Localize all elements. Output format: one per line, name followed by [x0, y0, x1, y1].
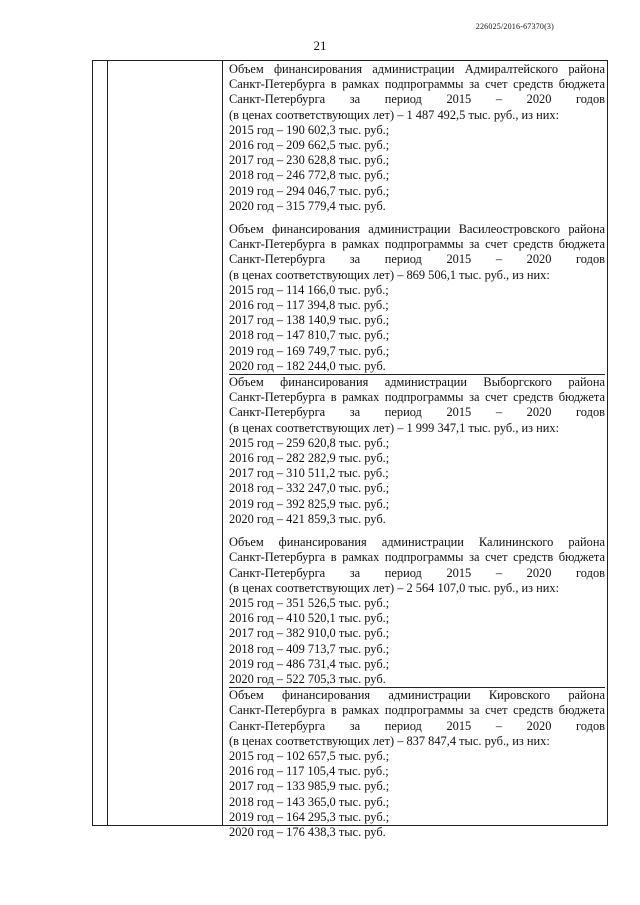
year-row: 2018 год – 147 810,7 тыс. руб.;	[229, 328, 390, 343]
paragraph-line: Санкт-Петербурга за период 2015 – 2020 годов	[229, 92, 605, 107]
year-row: 2016 год – 410 520,1 тыс. руб.;	[229, 611, 390, 626]
year-row: 2016 год – 117 105,4 тыс. руб.;	[229, 764, 389, 779]
funding-cell	[229, 62, 605, 840]
year-row: 2015 год – 102 657,5 тыс. руб.;	[229, 748, 390, 763]
year-row: 2018 год – 409 713,7 тыс. руб.;	[229, 641, 390, 656]
year-row: 2018 год – 143 365,0 тыс. руб.;	[229, 794, 390, 809]
year-row: 2020 год – 522 705,3 тыс. руб.	[229, 671, 386, 686]
year-row: 2017 год – 230 628,8 тыс. руб.;	[229, 153, 390, 168]
year-row: 2018 год – 246 772,8 тыс. руб.;	[229, 168, 390, 183]
year-row: 2015 год – 190 602,3 тыс. руб.;	[229, 122, 390, 137]
year-row: 2016 год – 282 282,9 тыс. руб.;	[229, 451, 390, 466]
year-row: 2016 год – 209 662,5 тыс. руб.;	[229, 138, 390, 153]
funding-table	[92, 60, 608, 839]
year-row: 2018 год – 332 247,0 тыс. руб.;	[229, 481, 390, 496]
paragraph-line: Санкт-Петербурга в рамках подпрограммы за счет средств бюджета	[229, 703, 605, 718]
paragraph-line: Санкт-Петербурга за период 2015 – 2020 годов	[229, 405, 605, 420]
document-id: 226025/2016-67370(3)	[475, 22, 554, 31]
year-row: 2017 год – 310 511,2 тыс. руб.;	[229, 466, 389, 481]
year-row: 2020 год – 315 779,4 тыс. руб.	[229, 198, 386, 213]
year-row: 2016 год – 117 394,8 тыс. руб.;	[229, 298, 389, 313]
paragraph-total: (в ценах соответствующих лет) – 869 506,1 тыс. руб., из них:	[229, 267, 550, 282]
paragraph-line: Санкт-Петербурга в рамках подпрограммы за счет средств бюджета	[229, 77, 605, 92]
page-number: 21	[313, 38, 327, 53]
year-row: 2020 год – 182 244,0 тыс. руб.	[229, 358, 386, 373]
district-block-admiralteysky	[229, 62, 605, 222]
year-row: 2017 год – 382 910,0 тыс. руб.;	[229, 626, 390, 641]
paragraph-line: Объем финансирования администрации Выборгского района	[229, 375, 605, 390]
year-row: 2015 год – 259 620,8 тыс. руб.;	[229, 435, 390, 450]
year-row: 2017 год – 138 140,9 тыс. руб.;	[229, 313, 390, 328]
district-block-vyborgsky	[229, 374, 605, 535]
paragraph-total: (в ценах соответствующих лет) – 2 564 107,0 тыс. руб., из них:	[229, 580, 560, 595]
column-divider-1	[107, 61, 108, 825]
year-row: 2019 год – 169 749,7 тыс. руб.;	[229, 343, 390, 358]
year-row: 2015 год – 114 166,0 тыс. руб.;	[229, 282, 389, 297]
year-row: 2019 год – 294 046,7 тыс. руб.;	[229, 183, 390, 198]
year-row: 2019 год – 392 825,9 тыс. руб.;	[229, 496, 390, 511]
paragraph-line: Объем финансирования администрации Калининского района	[229, 535, 605, 550]
paragraph-line: Санкт-Петербурга в рамках подпрограммы за счет средств бюджета	[229, 550, 605, 565]
paragraph-line: Объем финансирования администрации Василеостровского района	[229, 222, 605, 237]
paragraph-line: Объем финансирования администрации Адмиралтейского района	[229, 62, 605, 76]
paragraph-line: Санкт-Петербурга в рамках подпрограммы за счет средств бюджета	[229, 390, 605, 405]
paragraph-line: Санкт-Петербурга за период 2015 – 2020 годов	[229, 565, 605, 580]
district-block-kirovsky	[229, 687, 605, 840]
district-block-vasileostrovsky	[229, 222, 605, 374]
year-row: 2020 год – 176 438,3 тыс. руб.	[229, 824, 386, 839]
paragraph-line: Санкт-Петербурга за период 2015 – 2020 годов	[229, 252, 605, 267]
year-row: 2020 год – 421 859,3 тыс. руб.	[229, 511, 386, 526]
paragraph-line: Санкт-Петербурга за период 2015 – 2020 годов	[229, 718, 605, 733]
paragraph-line: Объем финансирования администрации Кировского района	[229, 688, 605, 703]
paragraph-line: Санкт-Петербурга в рамках подпрограммы за счет средств бюджета	[229, 237, 605, 252]
year-row: 2019 год – 164 295,3 тыс. руб.;	[229, 809, 390, 824]
district-block-kalininsky	[229, 535, 605, 687]
paragraph-total: (в ценах соответствующих лет) – 837 847,4 тыс. руб., из них:	[229, 733, 550, 748]
year-row: 2019 год – 486 731,4 тыс. руб.;	[229, 656, 390, 671]
paragraph-total: (в ценах соответствующих лет) – 1 487 492,5 тыс. руб., из них:	[229, 107, 560, 122]
paragraph-total: (в ценах соответствующих лет) – 1 999 347,1 тыс. руб., из них:	[229, 420, 560, 435]
year-row: 2015 год – 351 526,5 тыс. руб.;	[229, 595, 390, 610]
year-row: 2017 год – 133 985,9 тыс. руб.;	[229, 779, 390, 794]
column-divider-2	[222, 61, 223, 825]
